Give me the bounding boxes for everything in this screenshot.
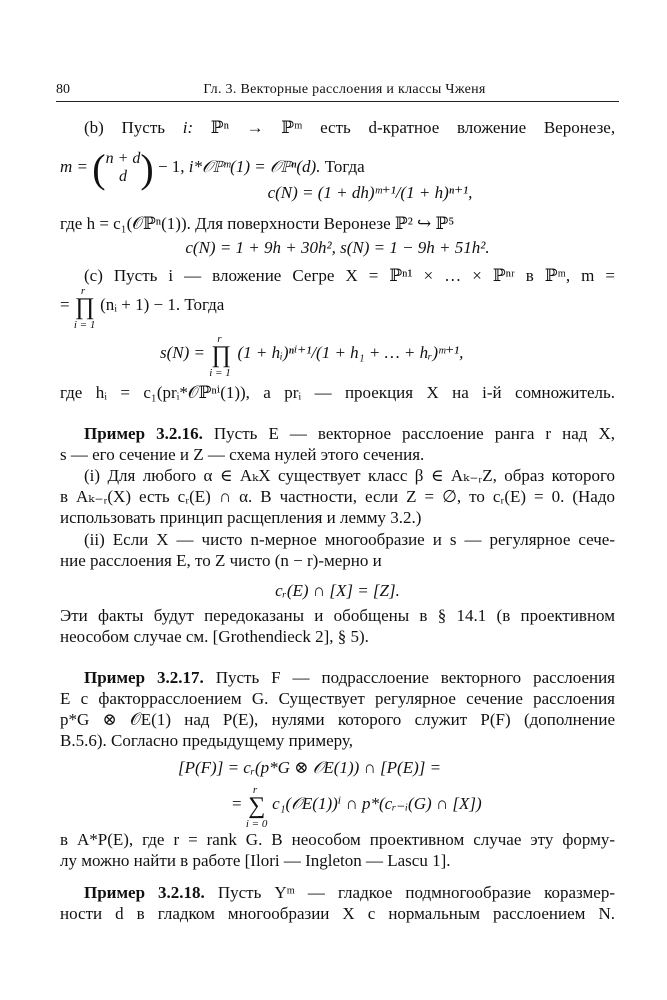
example-17-line2: E с факторрасслоением G. Существует регулярное сечение расслоения bbox=[60, 689, 615, 708]
running-header bbox=[56, 82, 619, 102]
example-17-line4: B.5.6). Согласно предыдущему примеру, bbox=[60, 731, 353, 750]
product-sign: r ∏ i = 1 bbox=[73, 285, 96, 331]
example-17-label: Пример 3.2.17. bbox=[84, 668, 204, 687]
text-gde-h: где h = c₁(𝒪ℙⁿ(1)). Для поверхности Веронезе ℙ² ↪ ℙ⁵ bbox=[60, 214, 455, 233]
example-16-label: Пример 3.2.16. bbox=[84, 424, 203, 443]
item-c-line1: (c) Пусть i — вложение Сегре X = ℙⁿ¹ × … × ℙⁿʳ в ℙᵐ, m = bbox=[84, 266, 615, 285]
example-18-line1: Пример 3.2.18. Пусть Yᵐ — гладкое подмногообразие коразмер- bbox=[84, 883, 615, 902]
example-18-line2: ности d в гладком многообразии X с нормальным расслоением N. bbox=[60, 904, 615, 923]
example-17-after-line1: в A*P(E), где r = rank G. В неособом проективном случае эту форму- bbox=[60, 830, 615, 849]
formula-veronese: c(N) = 1 + 9h + 30h², s(N) = 1 − 9h + 51h². bbox=[185, 238, 490, 257]
example-16-line2: s — его сечение и Z — схема нулей этого сечения. bbox=[60, 445, 425, 464]
example-16-line1: Пример 3.2.16. Пусть E — векторное расслоение ранга r над X, bbox=[84, 424, 615, 443]
example-17-line1: Пример 3.2.17. Пусть F — подрасслоение векторного расслоения bbox=[84, 668, 616, 687]
example-16-final-line1: Эти факты будут передоказаны и обобщены в § 14.1 (в проективном bbox=[60, 606, 615, 625]
example-16-i-line2: в Aₖ₋ᵣ(X) есть cᵣ(E) ∩ α. В частности, если Z = ∅, то cᵣ(E) = 0. (Надо bbox=[60, 487, 615, 506]
example-16-ii-line1: (ii) Если X — чисто n-мерное многообразие и s — регулярное сече- bbox=[84, 530, 615, 549]
item-b-line2: m = (n + d d ) − 1, i*𝒪ℙᵐ(1) = 𝒪ℙⁿ(d). Тогда bbox=[60, 145, 365, 191]
example-17-line3: p*G ⊗ 𝒪E(1) над P(E), нулями которого служит P(F) (дополнение bbox=[60, 710, 615, 729]
formula-cN: c(N) = (1 + dh)ᵐ⁺¹/(1 + h)ⁿ⁺¹, bbox=[267, 183, 473, 202]
item-b-line1: (b) Пусть i: ℙⁿ → ℙᵐ есть d-кратное вложение Веронезе, bbox=[84, 118, 616, 137]
item-c-line2: = r ∏ i = 1 (nᵢ + 1) − 1. Тогда bbox=[60, 285, 225, 331]
example-16-ii-line2: ние расслоения E, то Z чисто (n − r)-мерно и bbox=[60, 551, 382, 570]
formula-sum: = r ∑ i = 0 c₁(𝒪E(1))ⁱ ∩ p*(cᵣ₋ᵢ(G) ∩ [X]) bbox=[232, 784, 482, 830]
binomial: n + d d bbox=[105, 150, 141, 185]
example-16-i-line1: (i) Для любого α ∈ AₖX существует класс β ∈ Aₖ₋ᵣZ, образ которого bbox=[84, 466, 615, 485]
example-16-final-line2: неособом случае см. [Grothendieck 2], § 5). bbox=[60, 627, 369, 646]
example-18-label: Пример 3.2.18. bbox=[84, 883, 205, 902]
formula-cr: cᵣ(E) ∩ [X] = [Z]. bbox=[275, 581, 400, 600]
sum-sign: r ∑ i = 0 bbox=[245, 784, 268, 830]
page-number: 80 bbox=[56, 82, 70, 97]
example-16-i-line3: использовать принцип расщепления и лемму 3.2.) bbox=[60, 508, 422, 527]
example-17-after-line2: лу можно найти в работе [Ilori — Ingleton — Lascu 1]. bbox=[60, 851, 451, 870]
formula-sN: s(N) = r ∏ i = 1 (1 + hᵢ)ⁿⁱ⁺¹/(1 + h₁ + … + hᵣ)ᵐ⁺¹, bbox=[160, 333, 464, 379]
text-gde-hi: где hᵢ = c₁(prᵢ*𝒪ℙⁿⁱ(1)), а prᵢ — проекция X на i-й сомножитель. bbox=[60, 383, 615, 402]
formula-PF: [P(F)] = cᵣ(p*G ⊗ 𝒪E(1)) ∩ [P(E)] = bbox=[178, 758, 442, 777]
chapter-title: Гл. 3. Векторные расслоения и классы Чженя bbox=[203, 82, 486, 97]
